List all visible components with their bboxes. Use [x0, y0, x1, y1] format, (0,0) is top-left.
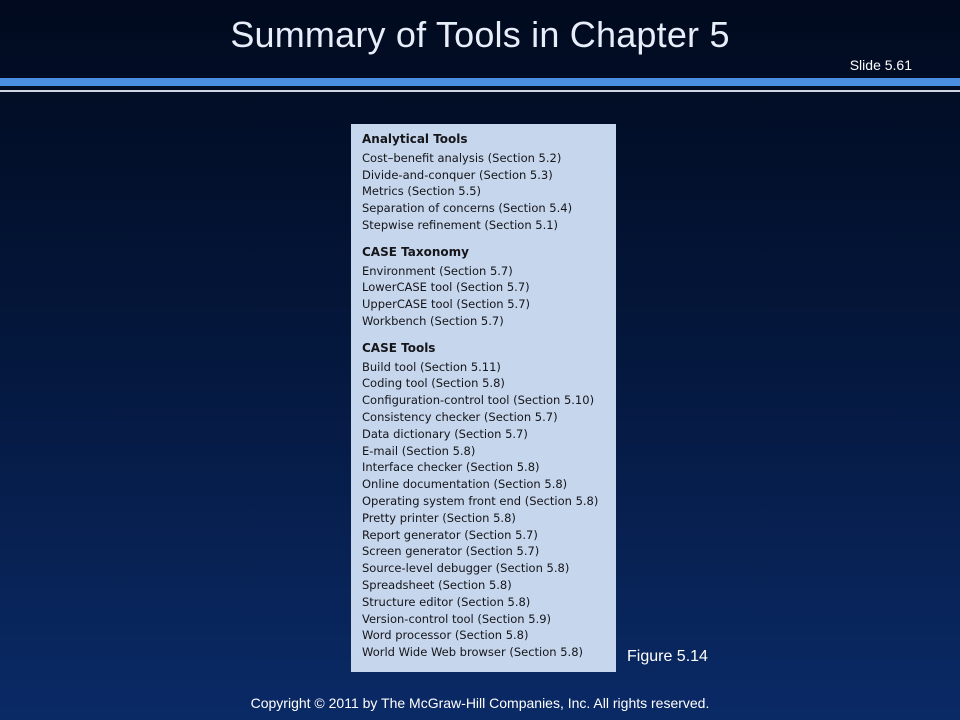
slide-title: Summary of Tools in Chapter 5	[230, 14, 730, 55]
list-item: Operating system front end (Section 5.8)	[362, 493, 599, 508]
list-item: World Wide Web browser (Section 5.8)	[362, 645, 583, 660]
section-case-tools	[362, 340, 616, 661]
list-item: Configuration-control tool (Section 5.10)	[362, 393, 595, 408]
figure-caption: Figure 5.14	[627, 648, 708, 665]
list-item: Structure editor (Section 5.8)	[362, 594, 531, 609]
list-item: Metrics (Section 5.5)	[362, 184, 482, 199]
list-item: LowerCASE tool (Section 5.7)	[362, 280, 530, 295]
list-item: Consistency checker (Section 5.7)	[362, 409, 558, 424]
figure-table	[351, 124, 616, 672]
list-item: Online documentation (Section 5.8)	[362, 477, 568, 492]
list-item: Data dictionary (Section 5.7)	[362, 426, 528, 441]
copyright-notice: Copyright © 2011 by The McGraw-Hill Companies, Inc. All rights reserved.	[250, 695, 710, 711]
list-item: Version-control tool (Section 5.9)	[362, 611, 552, 626]
list-item: Interface checker (Section 5.8)	[362, 460, 540, 475]
list-item: Screen generator (Section 5.7)	[362, 544, 540, 559]
list-item: Divide-and-conquer (Section 5.3)	[362, 167, 553, 182]
section-spacer	[362, 234, 616, 244]
section-heading: CASE Taxonomy	[362, 244, 469, 259]
section-analytical-tools	[362, 131, 616, 234]
slide-number: Slide 5.61	[849, 57, 912, 73]
section-heading: Analytical Tools	[362, 132, 468, 146]
list-item: Separation of concerns (Section 5.4)	[362, 201, 573, 216]
list-item: Source-level debugger (Section 5.8)	[362, 561, 570, 576]
list-item: Stepwise refinement (Section 5.1)	[362, 217, 559, 232]
list-item: Word processor (Section 5.8)	[362, 628, 529, 643]
list-item: Workbench (Section 5.7)	[362, 313, 504, 328]
list-item: Cost–benefit analysis (Section 5.2)	[362, 150, 562, 165]
section-case-taxonomy	[362, 244, 616, 330]
list-item: Pretty printer (Section 5.8)	[362, 510, 516, 525]
title-underline-thin	[0, 90, 960, 92]
section-heading: CASE Tools	[362, 340, 436, 355]
list-item: Build tool (Section 5.11)	[362, 359, 501, 374]
list-item: UpperCASE tool (Section 5.7)	[362, 297, 531, 312]
section-spacer	[362, 330, 616, 340]
list-item: E-mail (Section 5.8)	[362, 443, 476, 458]
list-item: Coding tool (Section 5.8)	[362, 376, 505, 391]
list-item: Report generator (Section 5.7)	[362, 527, 538, 542]
title-underline-thick	[0, 78, 960, 86]
list-item: Environment (Section 5.7)	[362, 263, 513, 278]
list-item: Spreadsheet (Section 5.8)	[362, 577, 512, 592]
